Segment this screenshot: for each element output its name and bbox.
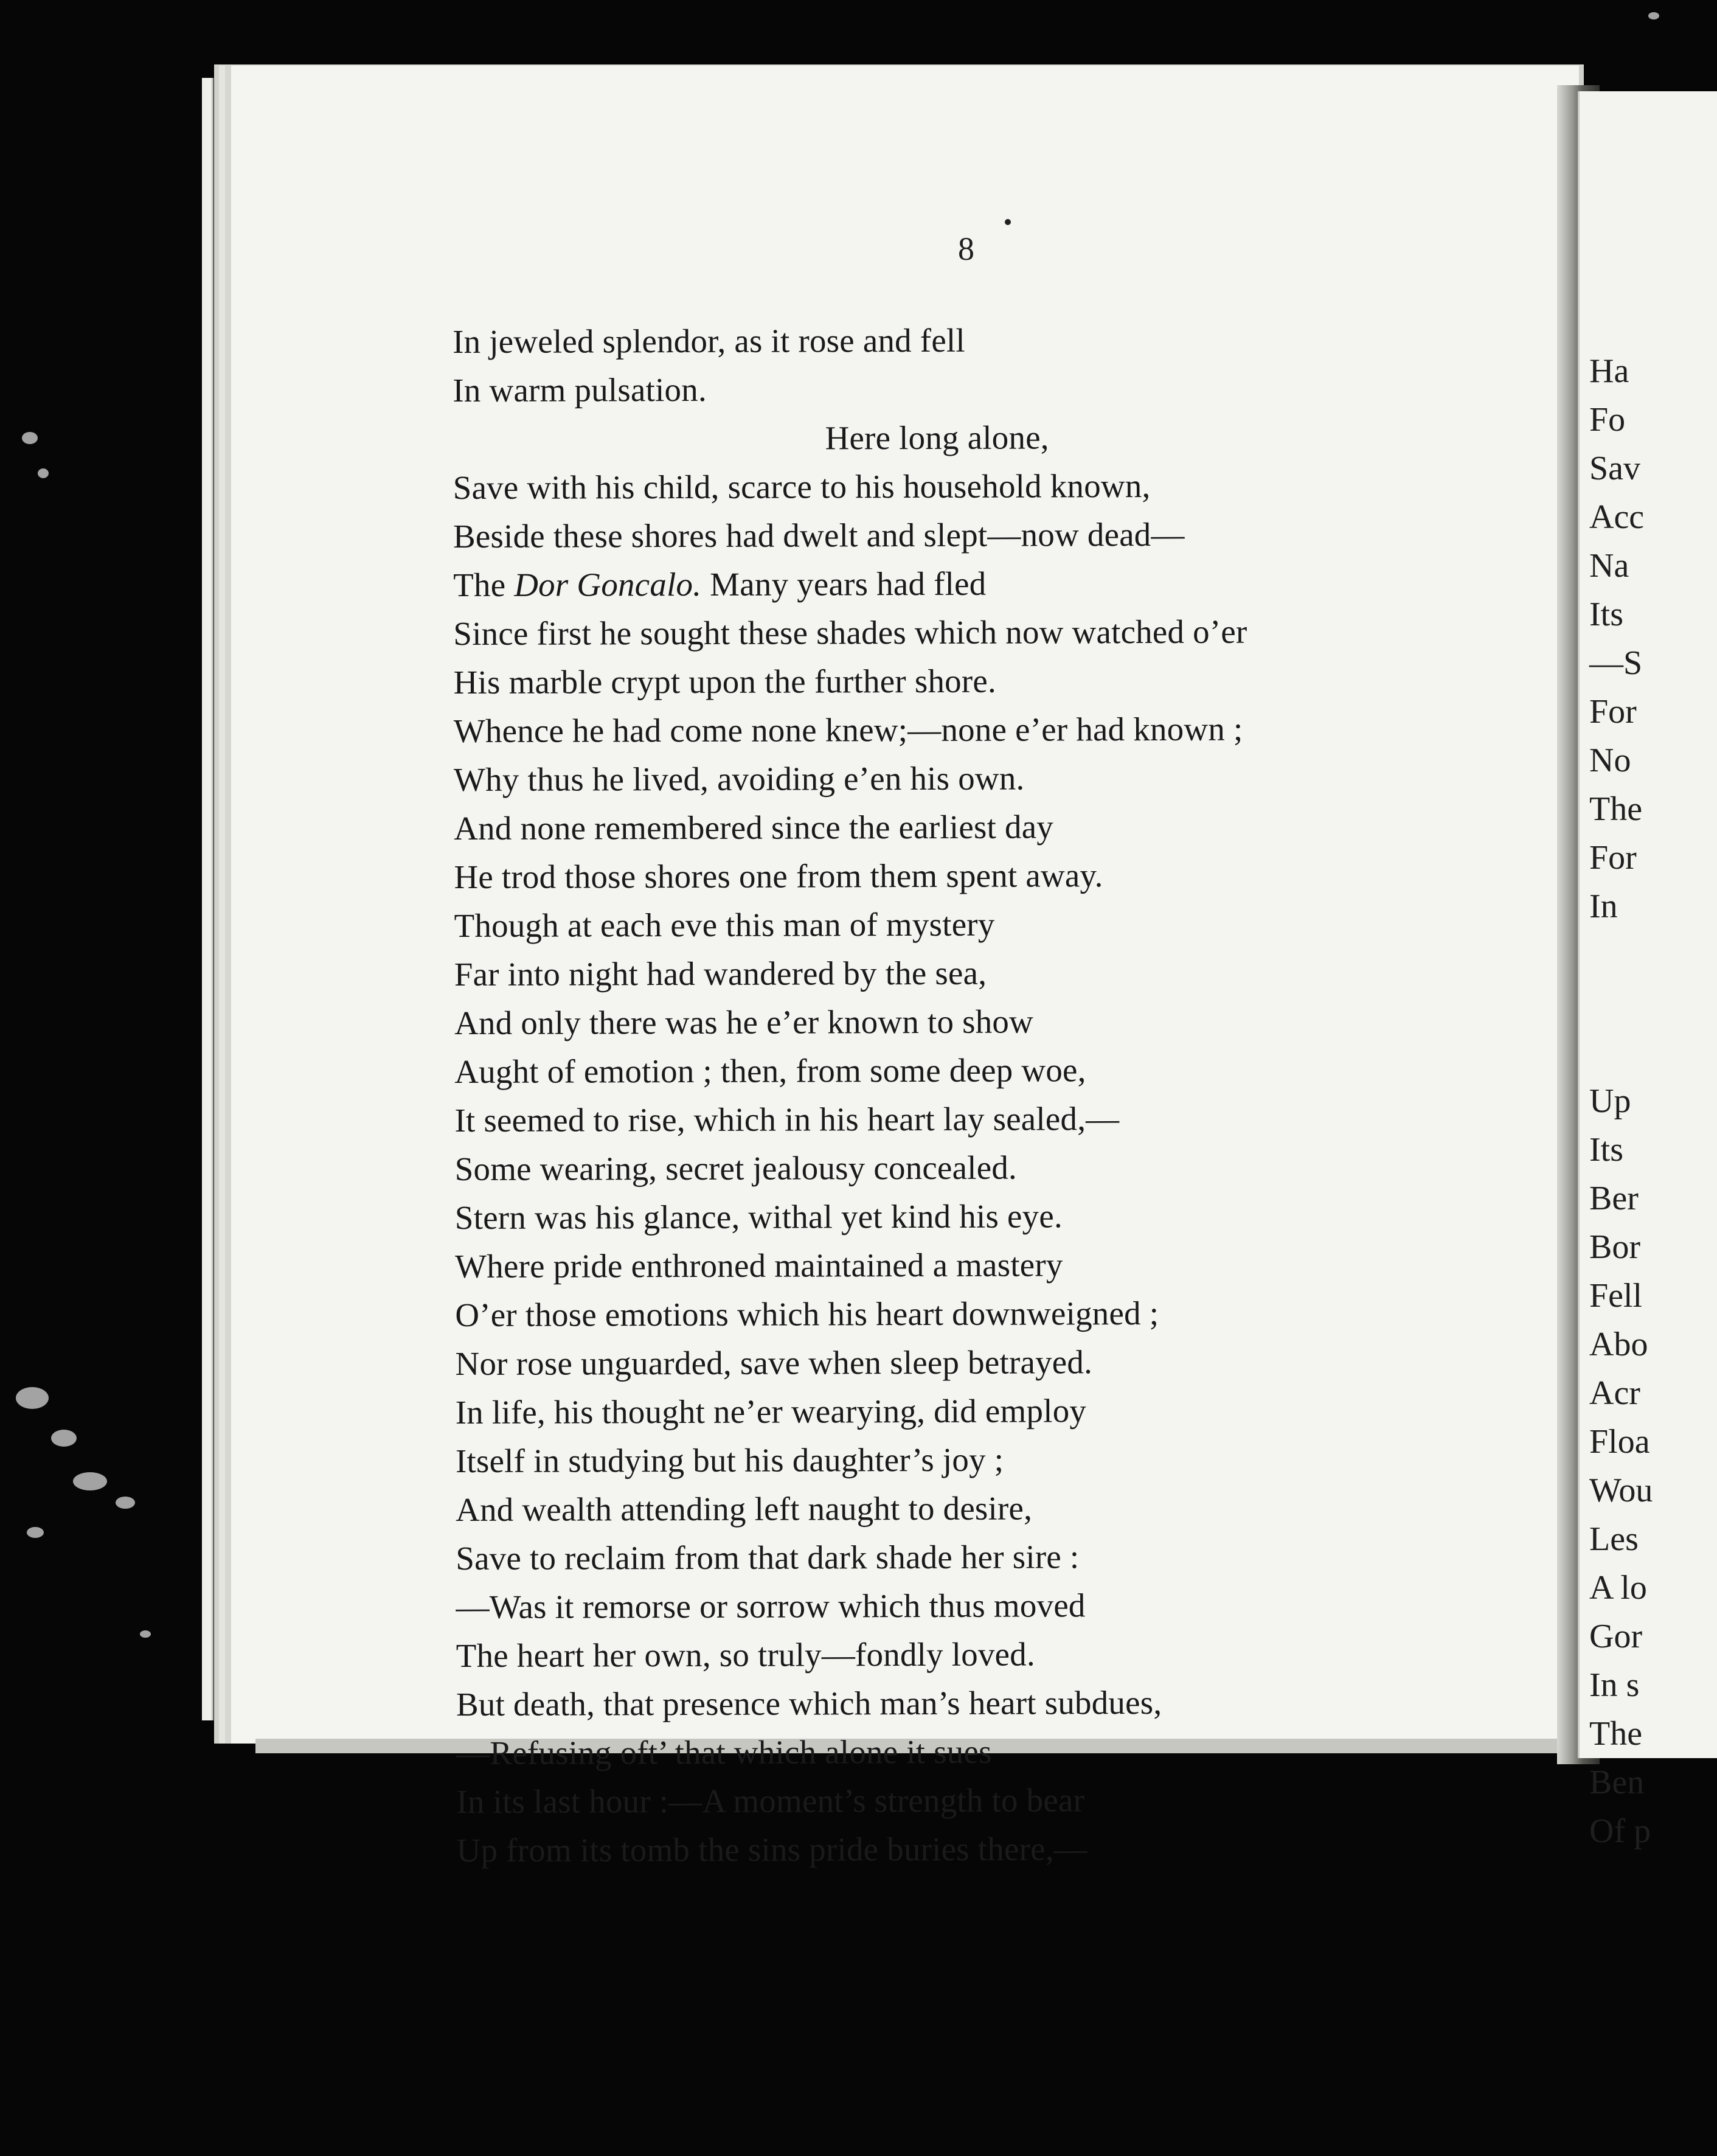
facing-line: Floa <box>1589 1423 1650 1461</box>
poem-line <box>455 1337 1477 1388</box>
poem-line-text: Nor rose unguarded, save when sleep betrayed. <box>455 1343 1093 1382</box>
poem-line-text: Up from its tomb the sins pride buries there,— <box>456 1830 1087 1869</box>
poem-line-text: Where pride enthroned maintained a mastery <box>455 1246 1063 1285</box>
poem-line-text: But death, that presence which man’s heart subdues, <box>456 1683 1162 1723</box>
poem-line <box>456 1580 1477 1632</box>
poem-line <box>455 1191 1477 1242</box>
poem-line-text: And none remembered since the earliest day <box>454 808 1054 847</box>
facing-line: Na <box>1589 547 1629 585</box>
facing-line: Les <box>1589 1520 1639 1558</box>
facing-page-text <box>1589 347 1653 1855</box>
poem-line <box>453 315 1474 366</box>
poem-line-text: And wealth attending left naught to desire, <box>456 1489 1033 1528</box>
poem-line <box>456 1386 1477 1437</box>
poem-line-text: Some wearing, secret jealousy concealed. <box>454 1149 1018 1188</box>
poem-line-text: —Was it remorse or sorrow which thus moved <box>456 1587 1086 1626</box>
poem-line <box>455 1240 1477 1291</box>
poem-line-text: Since first he sought these shades which now watched o’er <box>453 613 1247 652</box>
poem-line <box>453 412 1474 464</box>
poem-line <box>454 948 1476 999</box>
poem-line <box>454 1094 1476 1145</box>
facing-line: Gor <box>1589 1618 1643 1655</box>
facing-line: Acc <box>1589 498 1645 536</box>
facing-line: Acr <box>1589 1374 1640 1412</box>
poem-line-text: Many years had fled <box>701 565 987 603</box>
poem-line <box>454 899 1476 950</box>
poem-line <box>453 607 1475 658</box>
poem-line-text: Beside these shores had dwelt and slept—now dead— <box>453 515 1185 555</box>
poem-text <box>453 315 1479 1875</box>
poem-line <box>454 704 1476 756</box>
poem-line-text: He trod those shores one from them spent away. <box>454 857 1103 895</box>
poem-line-text: O’er those emotions which his heart downweigned ; <box>455 1294 1159 1334</box>
poem-line <box>456 1775 1478 1826</box>
dust-speck <box>38 468 49 478</box>
facing-gap <box>1589 931 1653 1077</box>
poem-line <box>454 1045 1476 1096</box>
poem-line <box>454 850 1476 902</box>
poem-line <box>454 802 1476 853</box>
poem-line-text: In warm pulsation. <box>453 370 707 409</box>
poem-line-text: In life, his thought ne’er wearying, did employ <box>455 1392 1087 1431</box>
poem-line-text: Though at each eve this man of mystery <box>454 905 995 944</box>
facing-line: Bor <box>1589 1228 1640 1266</box>
poem-line-text: It seemed to rise, which in his heart lay sealed,— <box>454 1100 1120 1139</box>
poem-line <box>454 753 1476 804</box>
facing-line: In <box>1589 888 1618 925</box>
facing-line: Fell <box>1589 1277 1643 1315</box>
page-number: 8 <box>958 231 974 267</box>
poem-line <box>456 1532 1477 1583</box>
poem-line-text: Save with his child, scarce to his household known, <box>453 467 1151 506</box>
poem-line <box>456 1483 1477 1534</box>
poem-line <box>453 558 1475 610</box>
poem-line <box>456 1629 1478 1680</box>
poem-line-text: —Refusing oft’ that which alone it sues <box>456 1733 992 1772</box>
poem-line <box>455 1142 1477 1194</box>
dust-speck <box>116 1497 135 1509</box>
dust-speck <box>16 1387 49 1409</box>
facing-line: Sav <box>1589 450 1640 487</box>
poem-emphasis: Dor Goncalo. <box>514 565 702 603</box>
dust-speck <box>51 1430 77 1447</box>
poem-line-text: The <box>453 566 515 603</box>
poem-line-text: Here long alone, <box>825 419 1049 457</box>
poem-line-text: In jeweled splendor, as it rose and fell <box>453 321 965 360</box>
facing-line: Its <box>1589 596 1623 633</box>
poem-line <box>453 656 1475 707</box>
poem-line-text: Why thus he lived, avoiding e’en his own. <box>453 759 1025 798</box>
facing-line: No <box>1589 742 1631 779</box>
facing-line: —S <box>1589 644 1643 682</box>
facing-line: Of p <box>1589 1812 1651 1850</box>
facing-line: A lo <box>1589 1569 1647 1607</box>
facing-line: Ber <box>1589 1180 1639 1217</box>
facing-line: Fo <box>1589 401 1626 439</box>
dust-speck <box>1648 12 1659 19</box>
poem-line-text: Aught of emotion ; then, from some deep woe, <box>454 1051 1086 1090</box>
poem-line <box>453 510 1475 561</box>
poem-line-text: Itself in studying but his daughter’s joy ; <box>455 1441 1004 1480</box>
facing-line: The <box>1589 790 1643 828</box>
facing-line: Ha <box>1589 352 1629 390</box>
dust-speck <box>140 1630 151 1638</box>
poem-line-text: Whence he had come none knew;—none e’er had known ; <box>453 710 1243 749</box>
facing-line: Abo <box>1589 1326 1648 1363</box>
poem-line-text: Stern was his glance, withal yet kind his eye. <box>454 1197 1063 1236</box>
facing-line: In s <box>1589 1666 1640 1704</box>
poem-line <box>453 364 1474 415</box>
facing-page <box>1578 91 1717 1850</box>
facing-line: Ben <box>1589 1764 1645 1801</box>
facing-line: Up <box>1589 1082 1631 1120</box>
poem-line-text: The heart her own, so truly—fondly loved. <box>456 1635 1035 1674</box>
ink-dot <box>1005 219 1011 225</box>
poem-line <box>456 1824 1478 1875</box>
facing-line: The <box>1589 1715 1643 1753</box>
poem-line-text: His marble crypt upon the further shore. <box>453 662 996 701</box>
facing-line: For <box>1589 839 1637 877</box>
facing-line: For <box>1589 693 1637 731</box>
poem-line <box>455 1288 1477 1340</box>
poem-line <box>456 1678 1478 1729</box>
dust-speck <box>22 432 38 444</box>
poem-line <box>456 1434 1477 1486</box>
poem-line-text: And only there was he e’er known to show <box>454 1003 1034 1041</box>
poem-line-text: Save to reclaim from that dark shade her sire : <box>456 1538 1080 1577</box>
poem-line <box>456 1727 1478 1778</box>
poem-line-text: Far into night had wandered by the sea, <box>454 954 987 993</box>
poem-line <box>453 461 1475 512</box>
facing-line: Its <box>1589 1131 1623 1169</box>
poem-line-text: In its last hour :—A moment’s strength to bear <box>456 1781 1085 1820</box>
facing-line: Wou <box>1589 1472 1653 1509</box>
dust-speck <box>73 1472 107 1490</box>
dust-speck <box>27 1527 44 1538</box>
poem-line <box>454 996 1476 1048</box>
